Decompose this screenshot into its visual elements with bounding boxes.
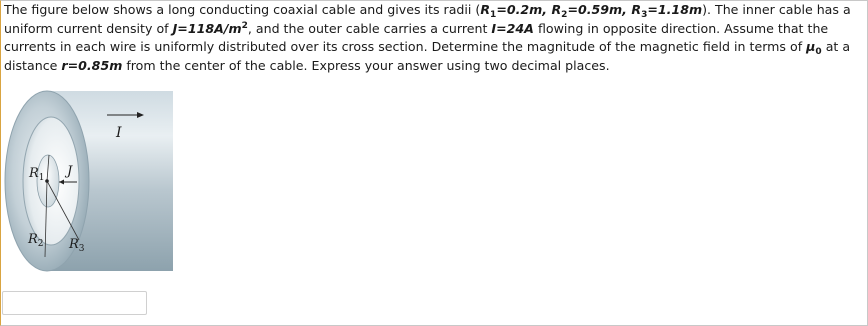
question-outer-cable-text: , and the outer cable carries a current bbox=[247, 20, 492, 36]
outer-current-value: I=24A bbox=[491, 20, 534, 36]
answer-input[interactable] bbox=[2, 291, 147, 315]
center-point bbox=[45, 179, 49, 183]
radius-r1: $R_1=0.2m$, bbox=[480, 2, 552, 20]
label-r3: $R_3$ bbox=[69, 237, 85, 254]
label-r1: $R_1$ bbox=[29, 166, 45, 183]
question-inner-cable-text: ). The inner cable has a uniform current density of bbox=[4, 2, 851, 36]
question-distance-text: at a distance bbox=[4, 39, 851, 73]
radius-r2: $R_2=0.59m$, bbox=[551, 2, 632, 20]
label-j: J bbox=[67, 164, 73, 179]
question-intro: The figure below shows a long conducting coaxial cable and gives its radii ( bbox=[4, 2, 481, 17]
mu-zero-symbol: $\mu_0$ bbox=[806, 39, 822, 58]
distance-value: r=0.85m bbox=[61, 57, 123, 73]
question-instruction-text: from the center of the cable. Express your answer using two decimal places. bbox=[122, 57, 610, 73]
coaxial-cable-figure bbox=[1, 85, 173, 277]
question-text bbox=[4, 1, 860, 75]
radius-r3: $R_3=1.18m$ bbox=[631, 2, 703, 20]
current-density-value: $J=118A/m^2$ bbox=[172, 20, 248, 36]
label-i: I bbox=[116, 125, 122, 141]
label-r2: $R_2$ bbox=[28, 232, 44, 249]
question-assumption-text: flowing in opposite direction. Assume that the currents in each wire is uniformly distributed over its cross section. Determine the magnitude of the magnetic field in terms of bbox=[4, 20, 829, 55]
